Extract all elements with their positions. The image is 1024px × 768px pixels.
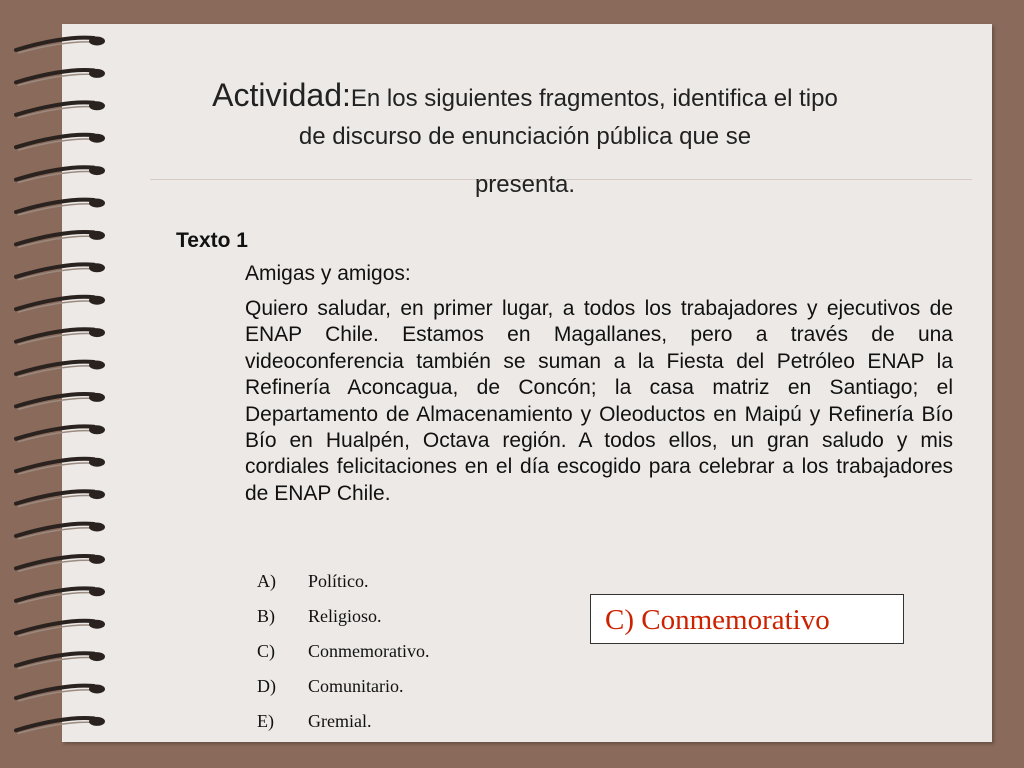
title-rest: En los siguientes fragmentos, identifica el tipo de discurso de enunciación pública que se <box>298 85 838 150</box>
option-a <box>257 568 429 603</box>
spiral-ring <box>16 166 105 183</box>
spiral-ring <box>16 101 105 118</box>
spiral-ring <box>16 490 105 507</box>
option-text: Comunitario. <box>308 676 404 696</box>
spiral-ring <box>16 199 105 216</box>
spiral-ring <box>16 361 105 378</box>
spiral-ring <box>16 393 105 410</box>
option-e <box>257 708 429 743</box>
speech-paragraph: Quiero saludar, en primer lugar, a todos los trabajadores y ejecutivos de ENAP Chile. Estamos en Magallanes, pero a través de una videoconferencia también se suman a la Fiesta del Petróleo ENAP la Refinería Aconcagua, de Concón; la casa matriz en Santiago; el Departamento de Almacenamiento y Oleoductos en Maipú y Refinería Bío Bío en Hualpén, Octava región. A todos ellos, un gran saludo y mis cordiales felicitaciones en el día escogido para celebrar a los trabajadores de ENAP Chile. <box>245 297 953 505</box>
option-d <box>257 673 429 708</box>
greeting: Amigas y amigos: <box>245 262 411 285</box>
answer-options <box>257 568 429 743</box>
option-letter: D) <box>257 676 276 696</box>
spiral-ring <box>16 69 105 86</box>
slide-title <box>210 76 840 156</box>
spiral-ring <box>16 328 105 345</box>
text-label: Texto 1 <box>176 229 248 252</box>
spiral-ring <box>16 652 105 669</box>
spiral-ring <box>16 134 105 151</box>
option-c <box>257 638 429 673</box>
spiral-ring <box>16 425 105 442</box>
option-letter: C) <box>257 641 275 661</box>
option-text: Conmemorativo. <box>308 641 430 661</box>
option-b <box>257 603 429 638</box>
spiral-ring <box>16 37 105 54</box>
answer-box: C) Conmemorativo <box>590 594 904 644</box>
spiral-ring <box>16 296 105 313</box>
spiral-ring <box>16 458 105 475</box>
spiral-ring <box>16 685 105 702</box>
spiral-ring <box>16 620 105 637</box>
option-letter: B) <box>257 606 275 626</box>
title-tail: presenta. <box>474 171 576 198</box>
spiral-binding-icon <box>12 28 112 748</box>
spiral-ring <box>16 263 105 280</box>
spiral-ring <box>16 523 105 540</box>
title-lead: Actividad: <box>212 77 351 113</box>
option-letter: E) <box>257 711 274 731</box>
spiral-ring <box>16 587 105 604</box>
option-text: Gremial. <box>308 711 372 731</box>
option-text: Religioso. <box>308 606 382 626</box>
spiral-ring <box>16 231 105 248</box>
option-text: Político. <box>308 571 369 591</box>
option-letter: A) <box>257 571 276 591</box>
spiral-ring <box>16 717 105 734</box>
spiral-ring <box>16 555 105 572</box>
